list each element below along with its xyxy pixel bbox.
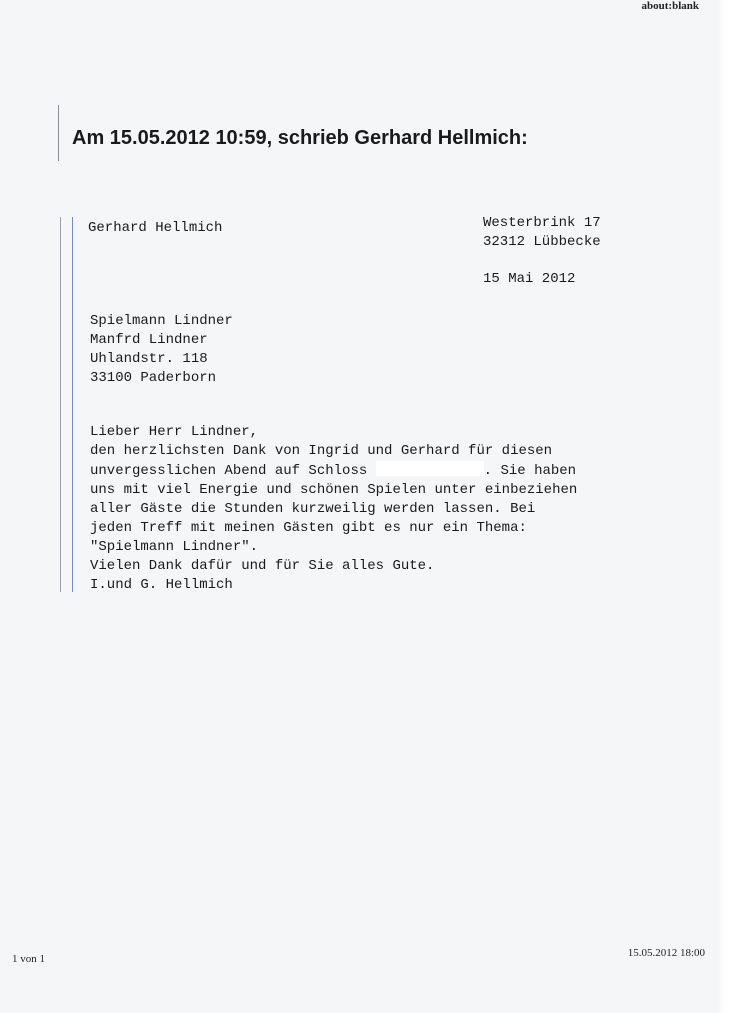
print-header-url: about:blank	[641, 0, 699, 12]
sender-name: Gerhard Hellmich	[88, 220, 223, 236]
letter-body	[90, 423, 577, 595]
print-footer-page-count: 1 von 1	[12, 953, 45, 965]
salutation: Lieber Herr Lindner,	[90, 424, 259, 440]
quote-bar-outer	[58, 105, 59, 161]
body-line: den herzlichsten Dank von Ingrid und Gerhard für diesen	[90, 443, 553, 459]
redaction-box	[376, 461, 484, 476]
recipient-address	[90, 312, 233, 388]
body-line-start: unvergesslichen Abend auf Schloss	[90, 463, 376, 479]
body-line-end: . Sie haben	[483, 463, 577, 479]
email-quote-header: Am 15.05.2012 10:59, schrieb Gerhard Hellmich:	[72, 127, 528, 149]
signature: I.und G. Hellmich	[90, 577, 233, 593]
body-line: "Spielmann Lindner".	[90, 539, 259, 555]
sender-street: Westerbrink 17	[483, 215, 601, 231]
sender-address	[483, 214, 601, 252]
body-line: uns mit viel Energie und schönen Spielen unter einbeziehen	[90, 482, 578, 498]
body-line: aller Gäste die Stunden kurzweilig werden lassen. Bei	[90, 501, 536, 517]
print-footer-timestamp: 15.05.2012 18:00	[627, 947, 705, 959]
page-edge	[717, 0, 737, 1013]
quote-bar-inner-gray	[60, 217, 61, 592]
sender-city: 32312 Lübbecke	[483, 234, 601, 250]
recipient-line-city: 33100 Paderborn	[90, 370, 217, 386]
quote-bar-inner-blue	[72, 217, 73, 592]
body-line: jeden Treff mit meinen Gästen gibt es nur ein Thema:	[90, 520, 527, 536]
letter-date: 15 Mai 2012	[483, 271, 576, 287]
body-line: Vielen Dank dafür und für Sie alles Gute.	[90, 558, 435, 574]
recipient-line-street: Uhlandstr. 118	[90, 351, 208, 367]
recipient-line-name: Manfrd Lindner	[90, 332, 208, 348]
recipient-line-company: Spielmann Lindner	[90, 313, 233, 329]
body-line	[90, 461, 577, 481]
